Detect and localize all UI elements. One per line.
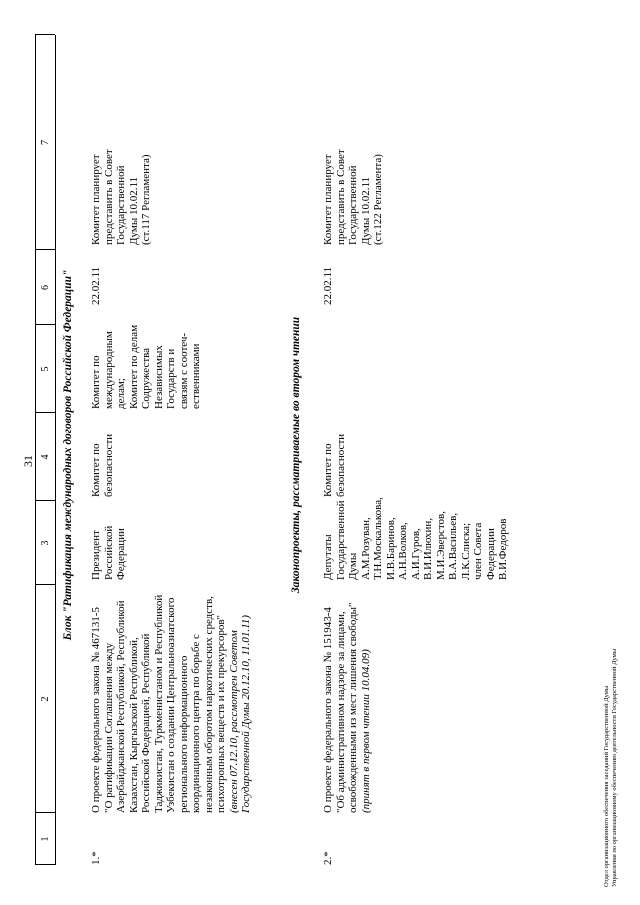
text-line: Казахстан, Кыргызской Республикой, (127, 637, 140, 813)
text-line: В.И.Илюхин, (422, 517, 434, 580)
text-line: связям с соотеч- (177, 332, 190, 409)
column-number: 5 (40, 366, 51, 372)
text-line: ественниками (190, 343, 202, 409)
text-line: координационного центра по борьбе с (190, 634, 202, 813)
committee-plan (322, 125, 385, 245)
text-line: А.Н.Волков, (397, 522, 409, 580)
text-line: А.И.Гуров, (409, 528, 422, 580)
header-bottom-rule (55, 35, 56, 865)
text-line: Российской Федерацией, Республикой (140, 633, 152, 813)
text-line: Думы 10.02.11 (127, 176, 140, 245)
text-line: представить в Совет (334, 149, 347, 245)
text-line: регионального информационного (177, 655, 190, 813)
bill-note: (принят в первом чтении 10.04.09) (359, 649, 372, 813)
footer-line: Управления по организационному обеспечению деятельности Государственной Думы (611, 648, 618, 887)
text-line: А.М.Розуван, (359, 517, 372, 580)
text-line: член Совета (472, 522, 484, 580)
text-line: В.И.Федоров (497, 518, 509, 580)
column-number: 3 (40, 540, 51, 546)
review-date: 22.02.11 (90, 266, 102, 305)
bill-note: (внесен 07.12.10, рассмотрен Советом (227, 630, 240, 813)
text-line: делам; (115, 378, 127, 409)
block-title: Блок "Ратификация международных договоров Российской Федерации" (62, 269, 74, 641)
text-line: Федерации (484, 528, 497, 580)
text-line: Л.К.Слиска; (459, 522, 472, 580)
text-line: В.А.Васильев, (447, 512, 459, 580)
section-title: Законопроекты, рассматриваемые во втором чтении (290, 316, 302, 594)
text-line: (ст.122 Регламента) (372, 154, 384, 245)
text-line: О проекте федерального закона № 467131-5 (90, 607, 102, 813)
text-line: Государственной (334, 500, 347, 580)
header-top-rule (35, 35, 36, 865)
text-line: Президент (90, 530, 102, 580)
column-number: 1 (40, 836, 51, 842)
column-number: 7 (40, 140, 51, 145)
text-line: Комитет планирует (322, 154, 334, 245)
page-number: 31 (21, 455, 35, 467)
text-line: Содружества (140, 347, 152, 409)
text-line: Т.Н.Москалькова, (372, 497, 384, 580)
text-line: Государств и (165, 348, 177, 409)
text-line: международным (102, 331, 115, 409)
responsible-committee (90, 415, 115, 497)
text-line: Комитет по (90, 355, 102, 409)
row-number: 1.* (90, 851, 102, 865)
text-line: незаконным оборотом наркотических средств, (202, 596, 215, 813)
text-line: Думы 10.02.11 (359, 176, 372, 245)
bill-title (322, 583, 372, 813)
column-number: 6 (40, 285, 51, 290)
review-date: 22.02.11 (322, 266, 334, 305)
text-line: Узбекистан о создании Центральноазиатского (165, 597, 177, 813)
text-line: Думы (347, 552, 359, 580)
committee-plan (90, 125, 153, 245)
bill-title (90, 583, 253, 813)
text-line: Депутаты (322, 534, 334, 580)
text-line: Азербайджанской Республикой, Республикой (115, 600, 127, 813)
column-number: 2 (40, 696, 51, 702)
text-line: "О ратификации Соглашения между (102, 642, 115, 813)
column-number: 4 (40, 454, 51, 460)
co-committee (90, 323, 203, 409)
responsible-committee (322, 415, 347, 497)
text-line: М.И.Эверстов, (434, 511, 447, 580)
text-line: Комитет по (322, 443, 334, 497)
text-line: Государственной (347, 165, 359, 245)
text-line: безопасности (102, 433, 115, 497)
text-line: безопасности (334, 433, 347, 497)
text-line: представить в Совет (102, 149, 115, 245)
text-line: Государственной (115, 165, 127, 245)
text-line: "Об административном надзоре за лицами, (334, 611, 347, 813)
text-line: (ст.117 Регламента) (140, 154, 152, 245)
footer-line: Отдел организационного обеспечения заседаний Государственной Думы (603, 685, 610, 887)
text-line: Комитет по делам (127, 324, 140, 409)
initiator (90, 500, 128, 580)
text-line: Комитет по (90, 443, 102, 497)
row-number: 2.* (322, 851, 334, 865)
bill-note: Государственной Думы 20.12.10, 11.01.11) (240, 615, 252, 813)
text-line: освобожденными из мест лишения свободы" (347, 602, 359, 813)
text-line: Комитет планирует (90, 154, 102, 245)
text-line: Независимых (152, 345, 165, 409)
text-line: психотропных веществ и их прекурсоров" (215, 614, 227, 813)
text-line: О проекте федерального закона № 151943-4 (322, 607, 334, 813)
footer (603, 487, 619, 887)
text-line: Федерации (115, 528, 127, 580)
initiator (322, 497, 510, 580)
text-line: Таджикистан, Туркменистаном и Республикой (152, 594, 165, 813)
text-line: Российской (102, 525, 115, 580)
text-line: И.В.Баринов, (384, 517, 397, 580)
